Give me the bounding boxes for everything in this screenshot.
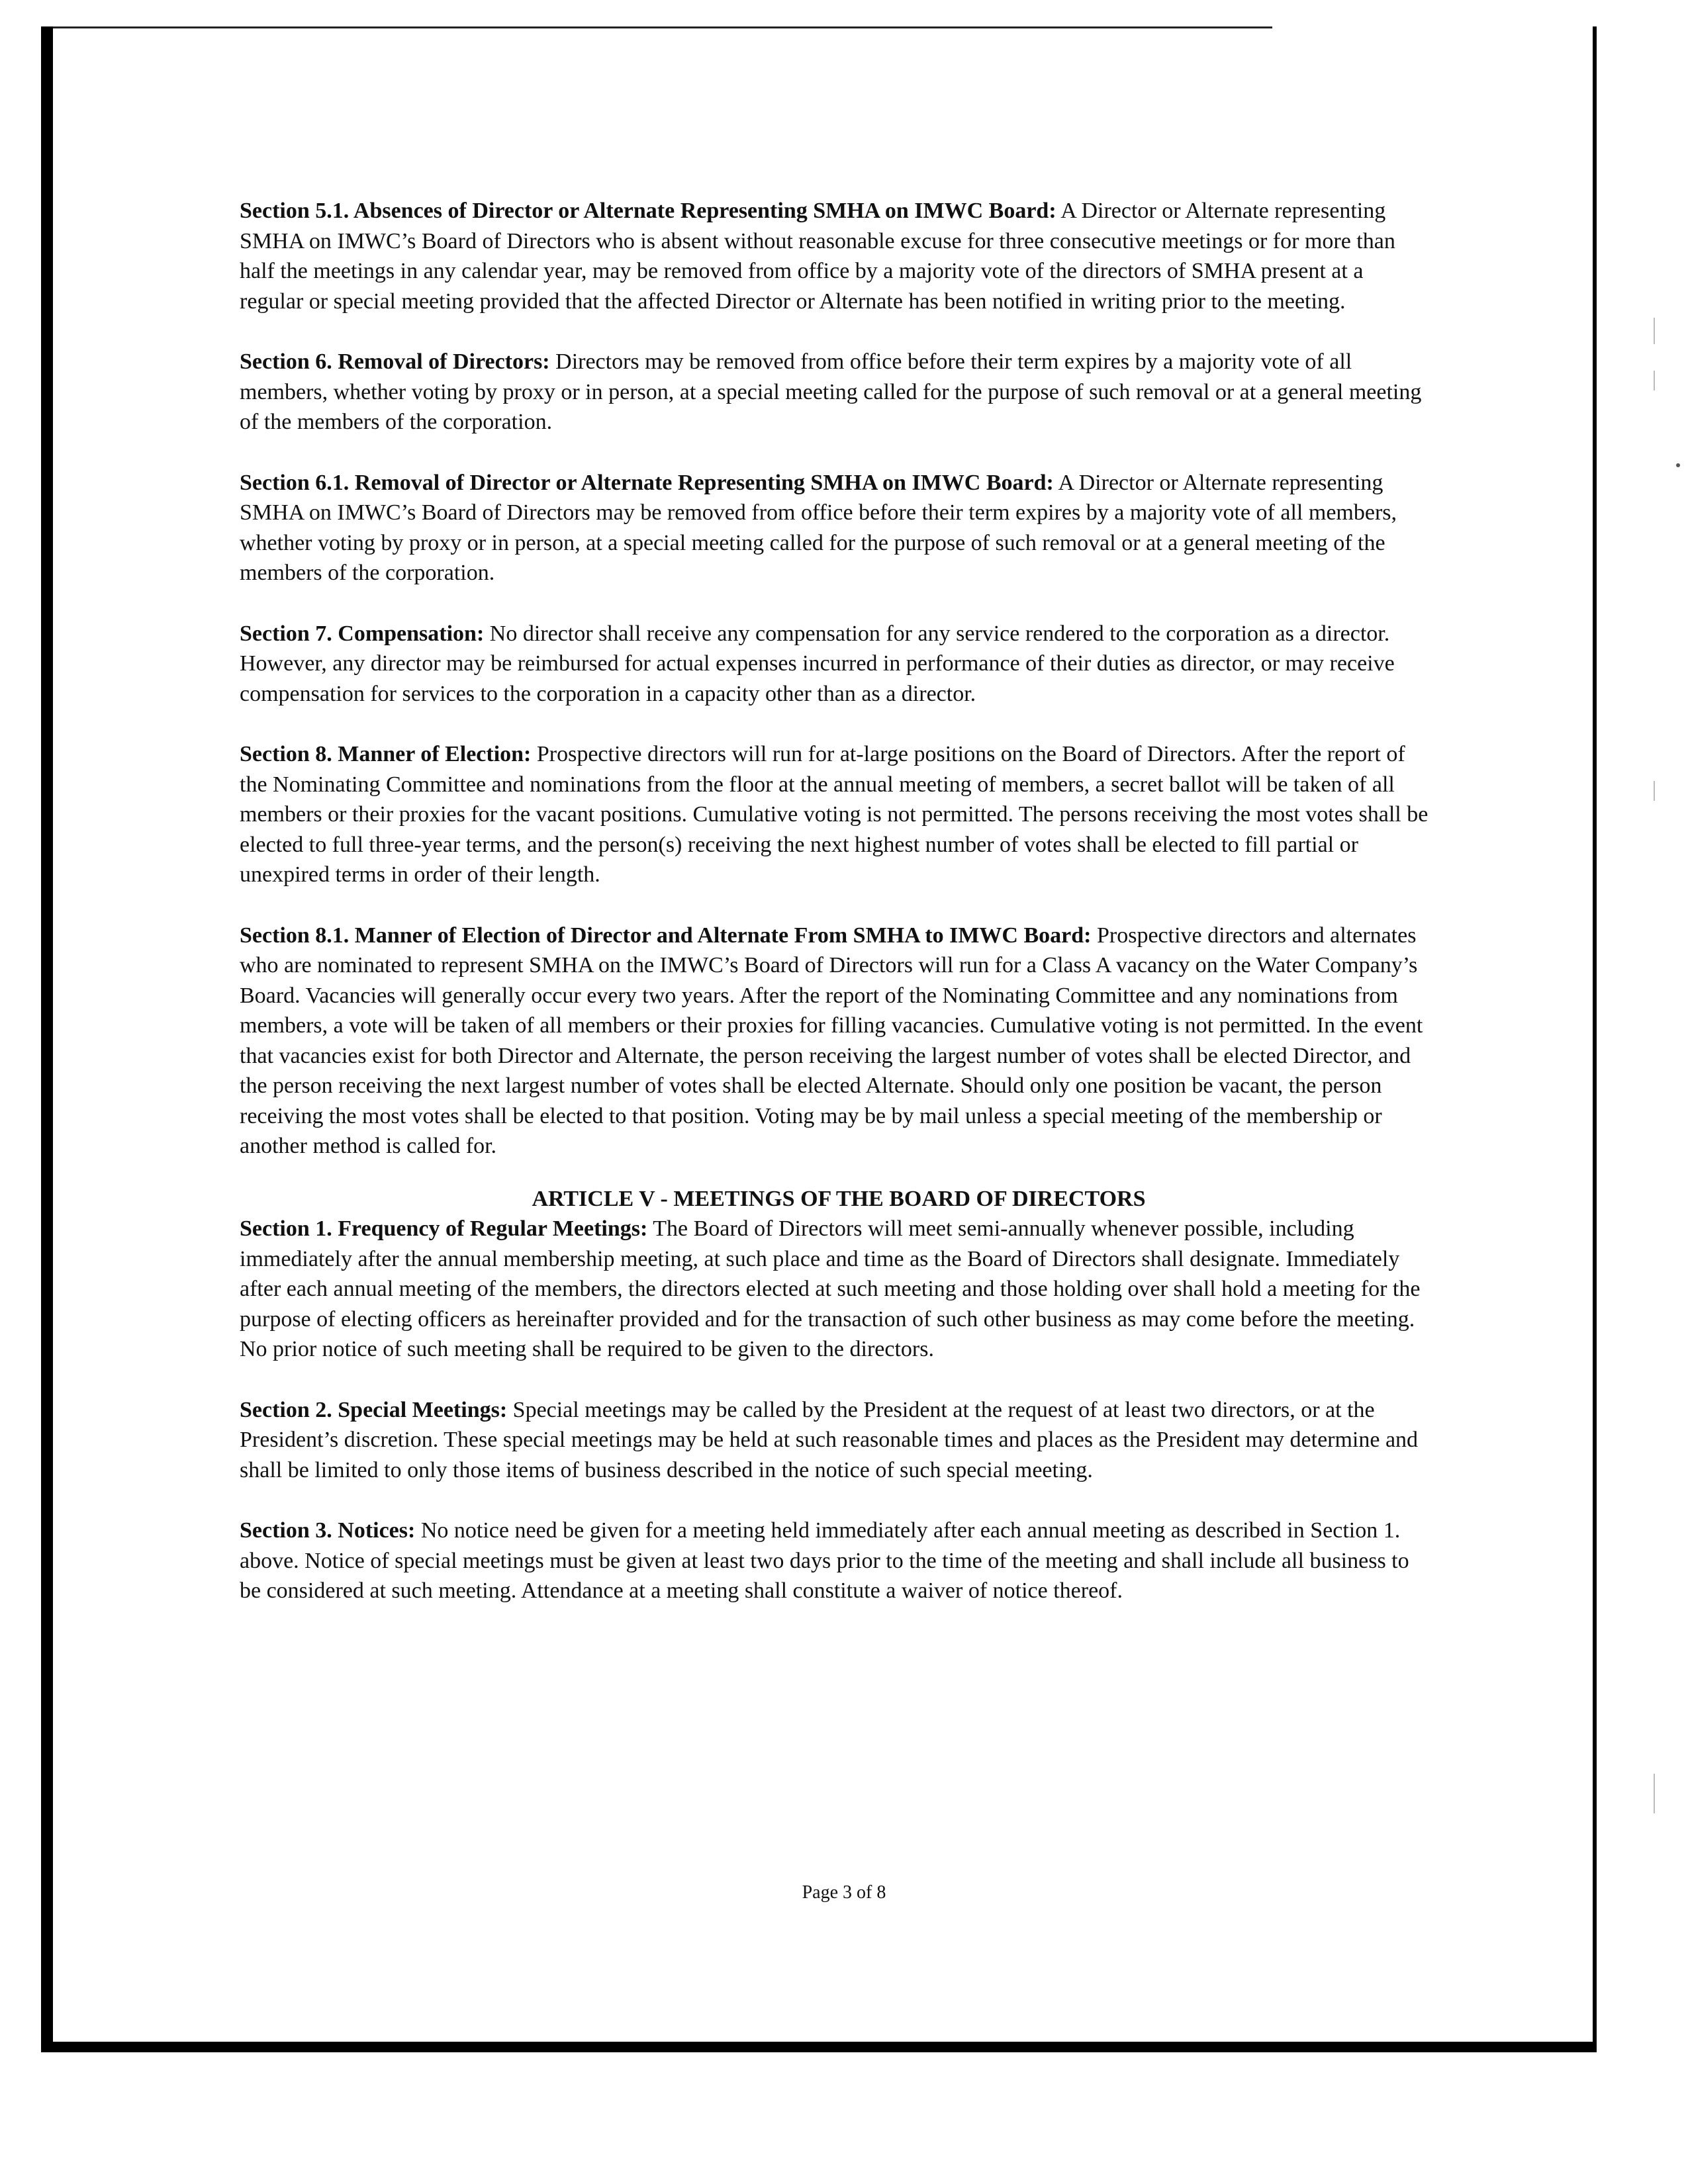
section-7 bbox=[240, 619, 1431, 709]
section-body: Prospective directors will run for at-large positions on the Board of Directors. After the report of the Nominating Committee and nominations from the floor at the annual meeting of members, a secret ballot will be taken of all members or their proxies for the vacant positions. Cumulative voting is not permitted. The persons receiving the most votes shall be elected to full three-year terms, and the person(s) receiving the next highest number of votes shall be elected to fill partial or unexpired terms in order of their length. bbox=[240, 742, 1429, 887]
scan-edge-mark bbox=[1654, 781, 1655, 801]
section-8-1 bbox=[240, 921, 1431, 1161]
scan-edge-mark bbox=[1654, 1774, 1655, 1813]
section-heading: Section 8. Manner of Election: bbox=[240, 742, 532, 766]
page-border-left bbox=[41, 26, 53, 2052]
article-title: ARTICLE V - MEETINGS OF THE BOARD OF DIRECTORS bbox=[532, 1186, 1146, 1211]
article-section-2 bbox=[240, 1395, 1431, 1486]
scan-speck bbox=[1676, 463, 1680, 467]
article-section-1 bbox=[240, 1214, 1431, 1365]
section-body: The Board of Directors will meet semi-annually whenever possible, including immediately after the annual membership meeting, at such place and time as the Board of Directors shall designate. Immediately after each annual meeting of the members, the directors elected at such meeting and those holding over shall hold a meeting for the purpose of electing officers as hereinafter provided and for the transaction of such other business as may come before the meeting. No prior notice of such meeting shall be required to be given to the directors. bbox=[240, 1216, 1421, 1361]
page-border-top bbox=[41, 26, 1272, 28]
section-body: No director shall receive any compensation for any service rendered to the corporation as a director. However, any director may be reimbursed for actual expenses incurred in performance of their duties as director, or may receive compensation for services to the corporation in a capacity other than as a director. bbox=[240, 621, 1395, 706]
section-heading: Section 8.1. Manner of Election of Director and Alternate From SMHA to IMWC Board: bbox=[240, 923, 1092, 948]
section-6-1 bbox=[240, 468, 1431, 588]
section-heading: Section 3. Notices: bbox=[240, 1518, 416, 1543]
section-heading: Section 1. Frequency of Regular Meetings: bbox=[240, 1216, 648, 1241]
section-heading: Section 2. Special Meetings: bbox=[240, 1397, 508, 1422]
scan-edge-mark bbox=[1654, 371, 1655, 390]
section-heading: Section 5.1. Absences of Director or Alternate Representing SMHA on IMWC Board: bbox=[240, 199, 1056, 223]
section-body: Special meetings may be called by the President at the request of at least two directors, or at the President’s discretion. These special meetings may be held at such reasonable times and places as the President may determine and shall be limited to only those items of business described in the notice of such special meeting. bbox=[240, 1397, 1419, 1482]
article-section-3 bbox=[240, 1516, 1431, 1606]
section-body: Prospective directors and alternates who are nominated to represent SMHA on the IMWC’s Board of Directors will run for a Class A vacancy on the Water Company’s Board. Vacancies will generally occur every two years. After the report of the Nominating Committee and any nominations from members, a vote will be taken of all members or their proxies for filling vacancies. Cumulative voting is not permitted. In the event that vacancies exist for both Director and Alternate, the person receiving the largest number of votes shall be elected Director, and the person receiving the next largest number of votes shall be elected Alternate. Should only one position be vacant, the person receiving the most votes shall be elected to that position. Voting may be by mail unless a special meeting of the membership or another method is called for. bbox=[240, 923, 1423, 1158]
page-border-right bbox=[1593, 26, 1597, 2048]
section-body: Directors may be removed from office before their term expires by a majority vote of all members, whether voting by proxy or in person, at a special meeting called for the purpose of such removal or at a general meeting of the members of the corporation. bbox=[240, 349, 1422, 434]
page-border-bottom bbox=[41, 2042, 1597, 2052]
section-body: No notice need be given for a meeting held immediately after each annual meeting as described in Section 1. above. Notice of special meetings must be given at least two days prior to the time of the meeting and shall include all business to be considered at such meeting. Attendance at a meeting shall constitute a waiver of notice thereof. bbox=[240, 1518, 1409, 1603]
section-5-1 bbox=[240, 196, 1431, 316]
scan-edge-mark bbox=[1654, 318, 1655, 344]
document-body bbox=[240, 196, 1431, 1637]
section-heading: Section 6.1. Removal of Director or Alternate Representing SMHA on IMWC Board: bbox=[240, 470, 1054, 495]
section-body: A Director or Alternate representing SMHA on IMWC’s Board of Directors who is absent without reasonable excuse for three consecutive meetings or for more than half the meetings in any calendar year, may be removed from office by a majority vote of the directors of SMHA present at a regular or special meeting provided that the affected Director or Alternate has been notified in writing prior to the meeting. bbox=[240, 199, 1395, 314]
section-heading: Section 6. Removal of Directors: bbox=[240, 349, 550, 374]
section-6 bbox=[240, 347, 1431, 437]
page-number: Page 3 of 8 bbox=[802, 1882, 886, 1903]
section-8 bbox=[240, 739, 1431, 890]
section-body: A Director or Alternate representing SMHA on IMWC’s Board of Directors may be removed from office before their term expires by a majority vote of all members, whether voting by proxy or in person, at a special meeting called for the purpose of such removal or at a general meeting of the members of the corporation. bbox=[240, 470, 1397, 585]
section-heading: Section 7. Compensation: bbox=[240, 621, 485, 646]
